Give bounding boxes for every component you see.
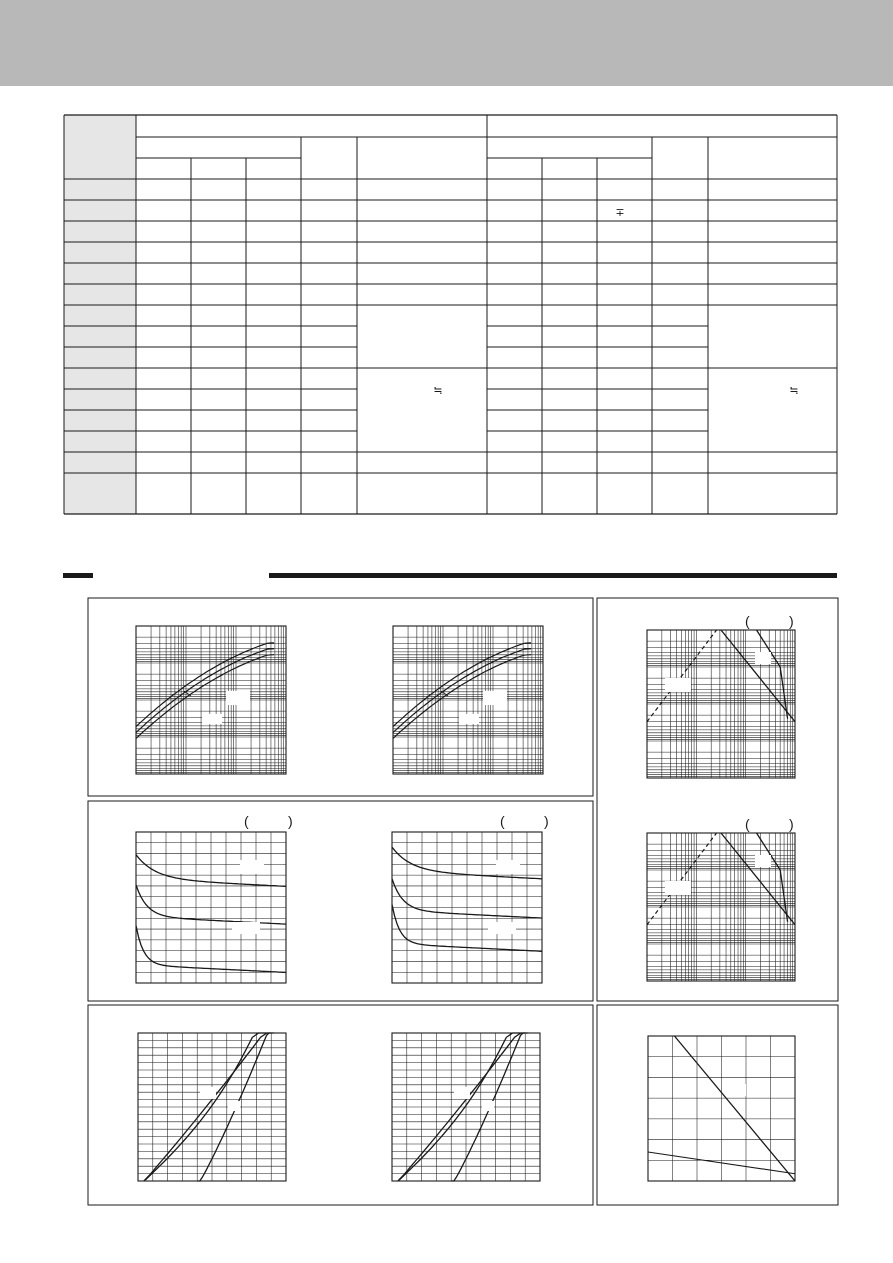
table-symbol: ≒ (433, 385, 443, 397)
curve-label (240, 860, 264, 874)
curve-label (459, 714, 479, 724)
curve-label (496, 860, 520, 874)
curve-label (755, 652, 771, 664)
bracket-open: ( (244, 813, 249, 829)
soa-pulse-line (757, 630, 788, 719)
bracket-close: ) (288, 813, 293, 829)
bracket-open: ( (500, 813, 505, 829)
curve-label (482, 1101, 494, 1111)
graph-transfer-1 (138, 1033, 286, 1181)
curve-label (226, 691, 250, 705)
curve-label (665, 881, 691, 895)
curve-label (483, 691, 507, 705)
curve-label (232, 922, 260, 934)
graph-loglog-2 (393, 626, 543, 774)
graph-panel-1 (88, 598, 593, 796)
graph-soa-1 (647, 630, 795, 778)
curve-label (454, 1087, 470, 1099)
curve-label (200, 1087, 216, 1099)
bracket-open: ( (745, 613, 750, 629)
graph-soa-2 (647, 833, 795, 981)
soa-pulse-line (757, 833, 788, 922)
heading-rule-long (269, 573, 837, 578)
graph-decay-2 (392, 832, 542, 983)
bracket-close: ) (544, 813, 549, 829)
spec-table (64, 115, 837, 514)
graph-panel-5 (597, 1005, 838, 1205)
curve-label (732, 1084, 746, 1096)
characteristic-graphs (88, 598, 838, 1205)
table-symbol: ≒ (789, 385, 799, 397)
section-heading (63, 573, 837, 578)
derating-line-main (674, 1036, 795, 1181)
graph-transfer-2 (392, 1033, 540, 1181)
curve-label (755, 855, 771, 867)
table-symbol: ∓ (615, 207, 625, 219)
curve-label (202, 714, 222, 724)
bracket-close: ) (789, 816, 794, 832)
soa-limit-dashed (647, 833, 717, 925)
graph-derating (648, 1036, 795, 1181)
curve-label (228, 1101, 240, 1111)
soa-limit-dashed (647, 630, 717, 722)
graph-panel-2 (88, 801, 593, 1001)
graph-loglog-1 (136, 626, 286, 774)
table-stub-column (64, 115, 136, 514)
heading-rule-short (63, 573, 93, 578)
curve-label (488, 922, 516, 934)
curve-label (665, 678, 691, 692)
bracket-close: ) (789, 613, 794, 629)
graph-decay-1 (136, 832, 286, 983)
bracket-open: ( (745, 816, 750, 832)
